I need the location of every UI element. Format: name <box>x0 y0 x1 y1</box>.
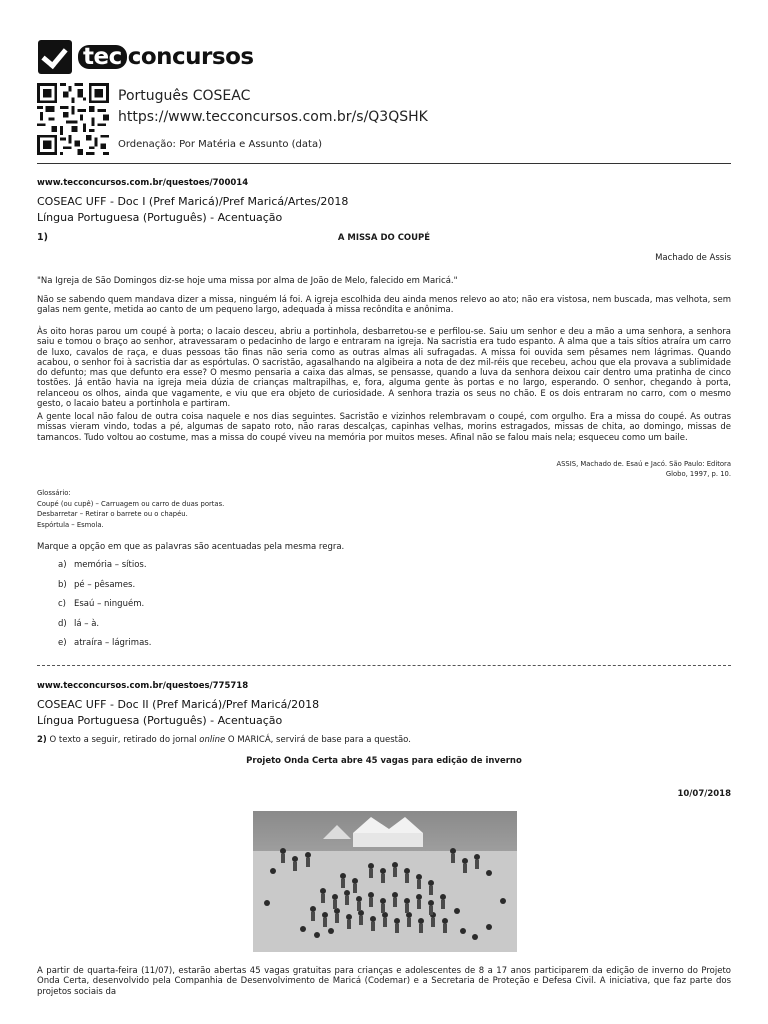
collection-title: Português COSEAC <box>118 88 251 104</box>
option-label: d) <box>58 618 67 629</box>
answer-option-b[interactable] <box>58 580 151 600</box>
article-date: 10/07/2018 <box>677 789 731 799</box>
question-2-paragraph-1: A partir de quarta-feira (11/07), estarão abertas 45 vagas gratuitas para crianças e adolescentes de 8 a 17 anos participarem da edição de inverno do Projeto Onda Certa, desenvolvido pela Companhia de Desenvolvimento de Maricá (Codemar) e a Secretaria de Proteção e Defesa Civil. A iniciativa, que faz parte dos projetos sociais da <box>37 966 731 997</box>
question-1-paragraph-3: Às oito horas parou um coupé à porta; o lacaio desceu, abriu a portinhola, desbarretou-se e perfilou-se. Saiu um senhor e deu a mão a uma senhora, a senhora saiu e tomou o braço ao senhor, atravessaram o pedacinho de largo e entraram na igreja. Na sacristia era tudo espanto. A alma que a tais sítios atraíra um carro de luxo, cavalos de raça, e duas pessoas tão finas não seria como as outras almas ali sufragadas. A missa foi ouvida sem pêsames nem lágrimas. Quando acabou, o senhor foi à sacristia dar as espórtulas. O sacristão, agasalhando na algibeira a nota de dez mil-réis que recebeu, achou que ela provava a sublimidade do defunto; mas que defunto era esse? O mesmo pensaria a caixa das almas, se pensasse, quando a luva da senhora deixou cair dentro uma pratinha de cinco tostões. Já então havia na igreja meia dúzia de crianças maltrapilhas, e, fora, alguma gente às portas e no largo, esperando. O senhor, chegando à porta, relanceou os olhos, ainda que vagamente, e viu que era objeto de curiosidade. A senhora trazia os seus no chão. E os dois entraram no carro, com o mesmo gesto, o lacaio bateu a portinhola e partiram. <box>37 327 731 410</box>
article-photo <box>253 811 517 952</box>
option-label: e) <box>58 638 67 648</box>
option-label: c) <box>58 599 66 609</box>
question-1-paragraph-4: A gente local não falou de outra coisa naquele e nos dias seguintes. Sacristão e vizinhos relembravam o coupé, com orgulho. Era a missa do coupé. As outras missas vieram vindo, todas a pé, algumas de sapato roto, não raras descalças, capinhas velhas, morins estragados, missas de chita, ao domingo, missas de tamancos. Tudo voltou ao costume, mas a missa do coupé viveu na memória por muitos meses. Afinal não se falou mais nela; esqueceu como um baile. <box>37 412 731 443</box>
glossary-title: Glossário: <box>37 489 71 497</box>
intro-text-c: O MARICÁ, servirá de base para a questão. <box>225 735 411 745</box>
reference-line-1: ASSIS, Machado de. Esaú e Jacó. São Paulo: Editora <box>556 460 731 468</box>
brand-suffix: concursos <box>127 44 254 70</box>
collection-link[interactable]: https://www.tecconcursos.com.br/s/Q3QSHK <box>118 109 428 125</box>
question-1-link[interactable]: www.tecconcursos.com.br/questoes/700014 <box>37 178 249 188</box>
option-text: lá – à. <box>74 618 100 629</box>
question-1-reference <box>556 459 731 479</box>
option-text: atraíra – lágrimas. <box>74 638 152 648</box>
question-1-author: Machado de Assis <box>655 253 731 263</box>
ordering-info: Ordenação: Por Matéria e Assunto (data) <box>118 139 322 150</box>
question-1-text-title: A MISSA DO COUPÉ <box>337 233 431 243</box>
answer-option-d[interactable] <box>58 619 151 639</box>
header-divider <box>37 163 731 164</box>
option-text: Esaú – ninguém. <box>74 599 145 609</box>
option-text: pé – pêsames. <box>74 579 136 590</box>
question-2-article-title: Projeto Onda Certa abre 45 vagas para edição de inverno <box>246 756 522 766</box>
question-2-intro <box>37 735 731 745</box>
question-1-number: 1) <box>37 232 48 243</box>
checkmark-icon <box>38 40 72 74</box>
intro-text-a: O texto a seguir, retirado do jornal <box>49 735 200 745</box>
glossary-entry: Coupé (ou cupê) – Carruagem ou carro de duas portas. <box>37 499 225 508</box>
question-1-paragraph-2: Não se sabendo quem mandava dizer a missa, ninguém lá foi. A igreja escolhida deu ainda menos relevo ao ato; não era vistosa, nem buscada, mas velhota, sem galas nem gente, metida ao canto de um pequeno largo, adequada à missa recôndita e anônima. <box>37 295 731 316</box>
intro-text-italic: online <box>199 735 226 745</box>
tecconcursos-logo <box>38 40 254 74</box>
question-divider <box>37 665 731 666</box>
answer-option-e[interactable] <box>58 638 151 658</box>
option-label: b) <box>58 579 67 590</box>
glossary-entry: Desbarretar – Retirar o barrete ou o chapéu. <box>37 510 188 518</box>
question-2-link[interactable]: www.tecconcursos.com.br/questoes/775718 <box>37 681 249 691</box>
brand-wordmark <box>78 44 254 70</box>
question-1-paragraph-1: "Na Igreja de São Domingos diz-se hoje uma missa por alma de João de Melo, falecido em Maricá." <box>37 276 458 286</box>
question-1-source: COSEAC UFF - Doc I (Pref Maricá)/Pref Maricá/Artes/2018 <box>37 195 349 208</box>
answer-option-a[interactable] <box>58 560 151 580</box>
question-2-number: 2) <box>37 735 47 745</box>
qr-code-icon <box>37 83 109 155</box>
option-label: a) <box>58 560 67 570</box>
question-1-prompt: Marque a opção em que as palavras são acentuadas pela mesma regra. <box>37 542 345 552</box>
question-1-options <box>58 560 151 658</box>
reference-line-2: Globo, 1997, p. 10. <box>665 470 731 478</box>
glossary-entry: Espórtula – Esmola. <box>37 520 104 529</box>
brand-prefix: tec <box>78 45 127 69</box>
question-2-subject: Língua Portuguesa (Português) - Acentuação <box>37 714 283 727</box>
question-1-glossary <box>37 488 224 530</box>
question-2-source: COSEAC UFF - Doc II (Pref Maricá)/Pref Maricá/2018 <box>37 698 320 711</box>
answer-option-c[interactable] <box>58 599 151 619</box>
question-1-subject: Língua Portuguesa (Português) - Acentuação <box>37 211 283 224</box>
option-text: memória – sítios. <box>74 560 147 570</box>
